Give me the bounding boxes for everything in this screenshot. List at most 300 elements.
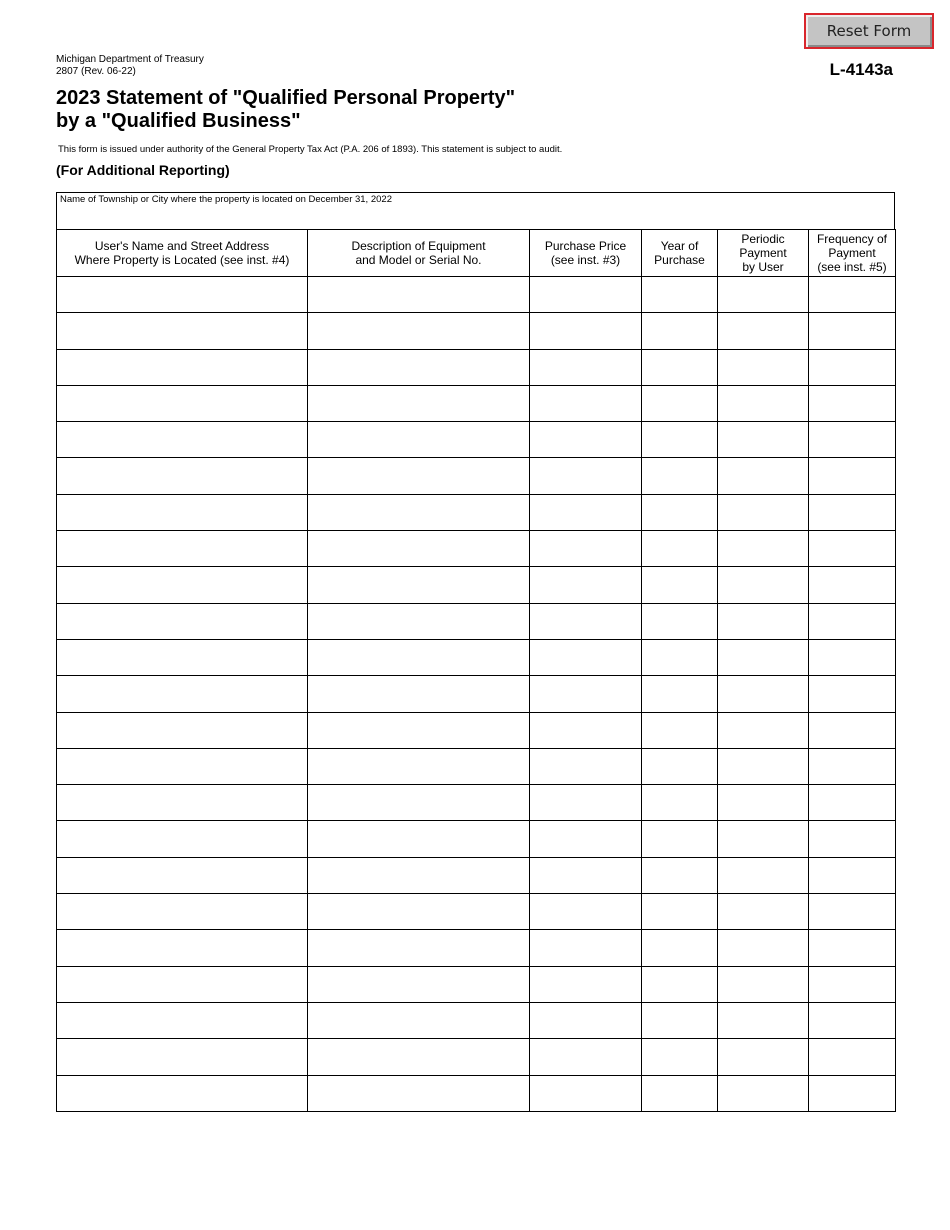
table-cell [809,1039,896,1075]
users-name-address-input[interactable] [57,785,307,820]
table-cell [718,785,809,821]
periodic-payment-input[interactable] [718,386,808,421]
purchase-price-input[interactable] [530,604,641,639]
purchase-price-input[interactable] [530,386,641,421]
table-cell [718,639,809,675]
purchase-price-input[interactable] [530,676,641,711]
description-input[interactable] [308,458,529,493]
frequency-of-payment-input[interactable] [809,858,895,893]
description-input[interactable] [308,277,529,312]
description-input[interactable] [308,350,529,385]
table-cell [718,313,809,349]
year-of-purchase-input[interactable] [642,458,717,493]
table-row [57,494,896,530]
frequency-of-payment-input[interactable] [809,386,895,421]
department-name: Michigan Department of Treasury [56,54,204,65]
description-input[interactable] [308,967,529,1002]
column-header-periodic-payment: Periodic Payment by User [718,230,809,277]
table-cell [57,385,308,421]
periodic-payment-input[interactable] [718,531,808,566]
frequency-of-payment-input[interactable] [809,967,895,1002]
users-name-address-input[interactable] [57,313,307,348]
purchase-price-input[interactable] [530,713,641,748]
users-name-address-input[interactable] [57,640,307,675]
township-city-field [56,192,895,230]
purchase-price-input[interactable] [530,1039,641,1074]
periodic-payment-input[interactable] [718,604,808,639]
users-name-address-input[interactable] [57,604,307,639]
periodic-payment-input[interactable] [718,1003,808,1038]
purchase-price-input[interactable] [530,858,641,893]
users-name-address-input[interactable] [57,422,307,457]
year-of-purchase-input[interactable] [642,313,717,348]
description-input[interactable] [308,676,529,711]
frequency-of-payment-input[interactable] [809,350,895,385]
users-name-address-input[interactable] [57,386,307,421]
table-cell [308,639,530,675]
periodic-payment-input[interactable] [718,567,808,602]
table-cell [642,567,718,603]
table-cell [530,894,642,930]
table-cell [308,821,530,857]
table-cell [57,894,308,930]
frequency-of-payment-input[interactable] [809,604,895,639]
table-cell [718,857,809,893]
table-cell [530,966,642,1002]
users-name-address-input[interactable] [57,713,307,748]
table-cell [809,313,896,349]
purchase-price-input[interactable] [530,567,641,602]
table-cell [718,603,809,639]
periodic-payment-input[interactable] [718,749,808,784]
table-cell [718,821,809,857]
year-of-purchase-input[interactable] [642,713,717,748]
periodic-payment-input[interactable] [718,785,808,820]
year-of-purchase-input[interactable] [642,640,717,675]
periodic-payment-input[interactable] [718,313,808,348]
township-city-input[interactable] [59,208,892,227]
table-cell [57,785,308,821]
table-cell [530,1002,642,1038]
table-cell [718,966,809,1002]
column-header-description: Description of Equipment and Model or Serial No. [308,230,530,277]
frequency-of-payment-input[interactable] [809,821,895,856]
users-name-address-input[interactable] [57,1076,307,1111]
table-cell [809,894,896,930]
year-of-purchase-input[interactable] [642,350,717,385]
year-of-purchase-input[interactable] [642,567,717,602]
table-row [57,712,896,748]
users-name-address-input[interactable] [57,277,307,312]
table-cell [642,966,718,1002]
periodic-payment-input[interactable] [718,930,808,965]
frequency-of-payment-input[interactable] [809,676,895,711]
table-cell [308,676,530,712]
table-row [57,1075,896,1111]
column-header-year-of-purchase: Year of Purchase [642,230,718,277]
year-of-purchase-input[interactable] [642,967,717,1002]
table-cell [809,930,896,966]
table-cell [308,1002,530,1038]
township-city-label: Name of Township or City where the property is located on December 31, 2022 [60,194,392,205]
users-name-address-input[interactable] [57,676,307,711]
reset-form-button[interactable]: Reset Form [804,13,934,49]
table-cell [809,1075,896,1111]
table-cell [308,894,530,930]
table-cell [718,894,809,930]
users-name-address-input[interactable] [57,821,307,856]
table-row [57,748,896,784]
table-cell [718,930,809,966]
property-table [56,229,896,1112]
column-header-frequency-of-payment: Frequency of Payment (see inst. #5) [809,230,896,277]
table-cell [809,531,896,567]
table-cell [642,894,718,930]
purchase-price-input[interactable] [530,640,641,675]
table-cell [57,313,308,349]
table-cell [530,385,642,421]
table-cell [530,639,642,675]
users-name-address-input[interactable] [57,858,307,893]
table-cell [57,676,308,712]
table-cell [642,1039,718,1075]
table-cell [57,458,308,494]
periodic-payment-input[interactable] [718,495,808,530]
table-cell [718,277,809,313]
table-row [57,603,896,639]
year-of-purchase-input[interactable] [642,1076,717,1111]
table-cell [308,748,530,784]
table-cell [809,603,896,639]
table-row [57,676,896,712]
table-cell [57,639,308,675]
frequency-of-payment-input[interactable] [809,313,895,348]
table-cell [530,930,642,966]
users-name-address-input[interactable] [57,1039,307,1074]
year-of-purchase-input[interactable] [642,676,717,711]
frequency-of-payment-input[interactable] [809,930,895,965]
periodic-payment-input[interactable] [718,1039,808,1074]
users-name-address-input[interactable] [57,749,307,784]
frequency-of-payment-input[interactable] [809,277,895,312]
table-cell [57,748,308,784]
frequency-of-payment-input[interactable] [809,531,895,566]
purchase-price-input[interactable] [530,967,641,1002]
table-cell [718,349,809,385]
description-input[interactable] [308,313,529,348]
table-cell [642,1075,718,1111]
table-cell [308,712,530,748]
column-header-purchase-price: Purchase Price (see inst. #3) [530,230,642,277]
table-cell [530,494,642,530]
description-input[interactable] [308,495,529,530]
table-cell [642,676,718,712]
table-header-row [57,230,896,277]
table-cell [530,277,642,313]
table-cell [809,639,896,675]
users-name-address-input[interactable] [57,894,307,929]
description-input[interactable] [308,785,529,820]
purchase-price-input[interactable] [530,1076,641,1111]
purchase-price-input[interactable] [530,277,641,312]
table-cell [809,748,896,784]
frequency-of-payment-input[interactable] [809,749,895,784]
periodic-payment-input[interactable] [718,350,808,385]
description-input[interactable] [308,604,529,639]
description-input[interactable] [308,1003,529,1038]
table-cell [57,349,308,385]
description-input[interactable] [308,531,529,566]
section-subtitle: (For Additional Reporting) [56,162,230,178]
table-row [57,567,896,603]
year-of-purchase-input[interactable] [642,785,717,820]
purchase-price-input[interactable] [530,422,641,457]
table-row [57,349,896,385]
table-cell [642,603,718,639]
table-cell [718,422,809,458]
table-cell [57,821,308,857]
table-cell [308,349,530,385]
table-cell [718,676,809,712]
year-of-purchase-input[interactable] [642,894,717,929]
frequency-of-payment-input[interactable] [809,422,895,457]
users-name-address-input[interactable] [57,930,307,965]
table-cell [809,277,896,313]
table-cell [57,1039,308,1075]
table-cell [530,712,642,748]
table-cell [642,422,718,458]
table-cell [530,567,642,603]
description-input[interactable] [308,858,529,893]
table-cell [308,966,530,1002]
table-cell [642,313,718,349]
form-header-info [56,54,204,78]
description-input[interactable] [308,386,529,421]
table-cell [57,930,308,966]
table-row [57,1039,896,1075]
year-of-purchase-input[interactable] [642,604,717,639]
year-of-purchase-input[interactable] [642,531,717,566]
table-cell [530,531,642,567]
users-name-address-input[interactable] [57,458,307,493]
users-name-address-input[interactable] [57,350,307,385]
table-cell [57,531,308,567]
purchase-price-input[interactable] [530,531,641,566]
form-number: L-4143a [829,60,893,79]
table-cell [530,1075,642,1111]
table-row [57,385,896,421]
form-revision: 2807 (Rev. 06-22) [56,66,136,77]
table-row [57,894,896,930]
purchase-price-input[interactable] [530,749,641,784]
users-name-address-input[interactable] [57,531,307,566]
table-cell [642,494,718,530]
table-cell [308,1075,530,1111]
description-input[interactable] [308,1076,529,1111]
table-cell [57,603,308,639]
description-input[interactable] [308,821,529,856]
purchase-price-input[interactable] [530,821,641,856]
table-cell [530,821,642,857]
table-cell [642,639,718,675]
description-input[interactable] [308,713,529,748]
table-cell [809,966,896,1002]
table-cell [308,385,530,421]
table-cell [308,313,530,349]
frequency-of-payment-input[interactable] [809,713,895,748]
table-cell [809,1002,896,1038]
table-cell [718,567,809,603]
periodic-payment-input[interactable] [718,458,808,493]
periodic-payment-input[interactable] [718,277,808,312]
purchase-price-input[interactable] [530,930,641,965]
frequency-of-payment-input[interactable] [809,495,895,530]
table-row [57,1002,896,1038]
purchase-price-input[interactable] [530,1003,641,1038]
table-cell [718,531,809,567]
table-cell [642,531,718,567]
table-cell [809,857,896,893]
title-line-2: by a "Qualified Business" [56,110,301,132]
periodic-payment-input[interactable] [718,640,808,675]
table-cell [642,277,718,313]
table-cell [57,494,308,530]
table-cell [809,385,896,421]
table-cell [718,494,809,530]
periodic-payment-input[interactable] [718,1076,808,1111]
year-of-purchase-input[interactable] [642,386,717,421]
periodic-payment-input[interactable] [718,713,808,748]
table-row [57,277,896,313]
table-cell [308,785,530,821]
table-cell [530,857,642,893]
table-cell [530,1039,642,1075]
table-cell [809,458,896,494]
frequency-of-payment-input[interactable] [809,785,895,820]
table-cell [809,567,896,603]
frequency-of-payment-input[interactable] [809,458,895,493]
table-cell [530,422,642,458]
users-name-address-input[interactable] [57,567,307,602]
year-of-purchase-input[interactable] [642,1003,717,1038]
column-header-users-name: User's Name and Street Address Where Property is Located (see inst. #4) [57,230,308,277]
table-cell [809,821,896,857]
table-cell [809,349,896,385]
table-cell [530,785,642,821]
frequency-of-payment-input[interactable] [809,1039,895,1074]
authority-statement: This form is issued under authority of the General Property Tax Act (P.A. 206 of 1893). This statement is subject to audit. [58,144,563,155]
table-row [57,785,896,821]
table-cell [642,349,718,385]
description-input[interactable] [308,1039,529,1074]
table-cell [718,1039,809,1075]
table-cell [642,458,718,494]
description-input[interactable] [308,640,529,675]
description-input[interactable] [308,749,529,784]
table-cell [718,1002,809,1038]
table-cell [530,349,642,385]
periodic-payment-input[interactable] [718,676,808,711]
users-name-address-input[interactable] [57,967,307,1002]
table-cell [809,676,896,712]
table-cell [57,966,308,1002]
year-of-purchase-input[interactable] [642,749,717,784]
purchase-price-input[interactable] [530,458,641,493]
periodic-payment-input[interactable] [718,422,808,457]
year-of-purchase-input[interactable] [642,821,717,856]
table-cell [308,1039,530,1075]
table-cell [718,385,809,421]
table-row [57,966,896,1002]
users-name-address-input[interactable] [57,495,307,530]
page-title [56,87,515,133]
table-cell [809,785,896,821]
purchase-price-input[interactable] [530,313,641,348]
table-cell [718,748,809,784]
table-cell [809,494,896,530]
users-name-address-input[interactable] [57,1003,307,1038]
table-cell [57,712,308,748]
purchase-price-input[interactable] [530,495,641,530]
periodic-payment-input[interactable] [718,894,808,929]
year-of-purchase-input[interactable] [642,858,717,893]
table-cell [308,494,530,530]
table-body [57,277,896,1112]
year-of-purchase-input[interactable] [642,277,717,312]
frequency-of-payment-input[interactable] [809,1076,895,1111]
table-cell [642,748,718,784]
year-of-purchase-input[interactable] [642,930,717,965]
table-cell [809,422,896,458]
description-input[interactable] [308,567,529,602]
table-cell [809,712,896,748]
description-input[interactable] [308,930,529,965]
frequency-of-payment-input[interactable] [809,1003,895,1038]
description-input[interactable] [308,422,529,457]
periodic-payment-input[interactable] [718,821,808,856]
table-cell [308,458,530,494]
year-of-purchase-input[interactable] [642,422,717,457]
year-of-purchase-input[interactable] [642,1039,717,1074]
periodic-payment-input[interactable] [718,858,808,893]
periodic-payment-input[interactable] [718,967,808,1002]
frequency-of-payment-input[interactable] [809,894,895,929]
table-cell [308,277,530,313]
table-cell [57,422,308,458]
table-cell [530,748,642,784]
description-input[interactable] [308,894,529,929]
table-cell [642,857,718,893]
year-of-purchase-input[interactable] [642,495,717,530]
table-cell [718,712,809,748]
purchase-price-input[interactable] [530,894,641,929]
table-row [57,313,896,349]
table-cell [308,422,530,458]
frequency-of-payment-input[interactable] [809,567,895,602]
table-row [57,422,896,458]
table-cell [57,277,308,313]
table-cell [308,603,530,639]
frequency-of-payment-input[interactable] [809,640,895,675]
purchase-price-input[interactable] [530,350,641,385]
table-cell [308,531,530,567]
purchase-price-input[interactable] [530,785,641,820]
table-cell [57,1002,308,1038]
table-cell [57,567,308,603]
table-cell [718,458,809,494]
table-row [57,930,896,966]
table-cell [57,1075,308,1111]
